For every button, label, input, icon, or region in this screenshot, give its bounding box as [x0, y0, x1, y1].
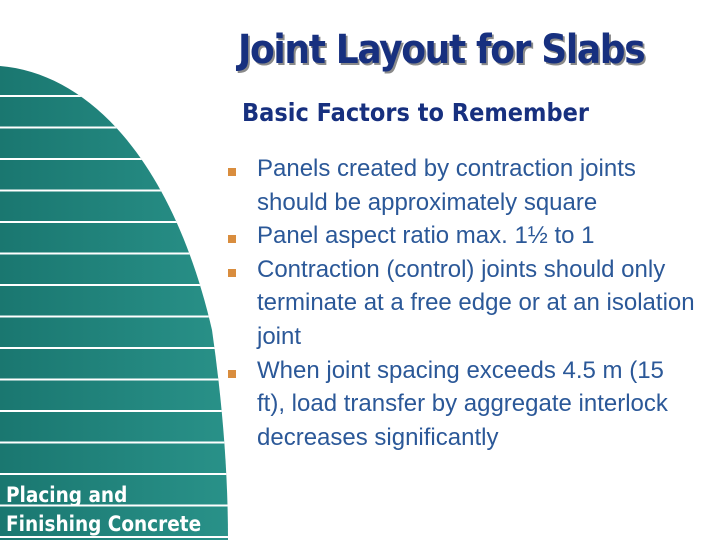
square-bullet-icon	[228, 235, 236, 243]
bullet-text: Panel aspect ratio max. 1½ to 1	[257, 222, 595, 250]
teal-panel-decoration	[0, 0, 260, 540]
bullet-text: Contraction (control) joints should only terminate at a free edge or at an isolation joint	[257, 255, 695, 350]
bullet-item	[228, 219, 698, 253]
bullet-text: When joint spacing exceeds 4.5 m (15 ft), load transfer by aggregate interlock decreases significantly	[257, 356, 668, 451]
bullet-item	[228, 354, 698, 455]
footer-label	[6, 481, 201, 539]
bullet-text: Panels created by contraction joints should be approximately square	[257, 155, 636, 216]
bullet-item	[228, 152, 698, 219]
bullet-item	[228, 253, 698, 354]
slide-title: Joint Layout for Slabs	[238, 27, 645, 73]
bullet-list	[228, 152, 698, 454]
square-bullet-icon	[228, 168, 236, 176]
square-bullet-icon	[228, 370, 236, 378]
square-bullet-icon	[228, 269, 236, 277]
footer-line-2: Finishing Concrete	[6, 512, 202, 536]
striped-panels	[0, 0, 260, 540]
footer-line-1: Placing and	[6, 483, 128, 507]
slide-subtitle: Basic Factors to Remember	[242, 98, 589, 127]
